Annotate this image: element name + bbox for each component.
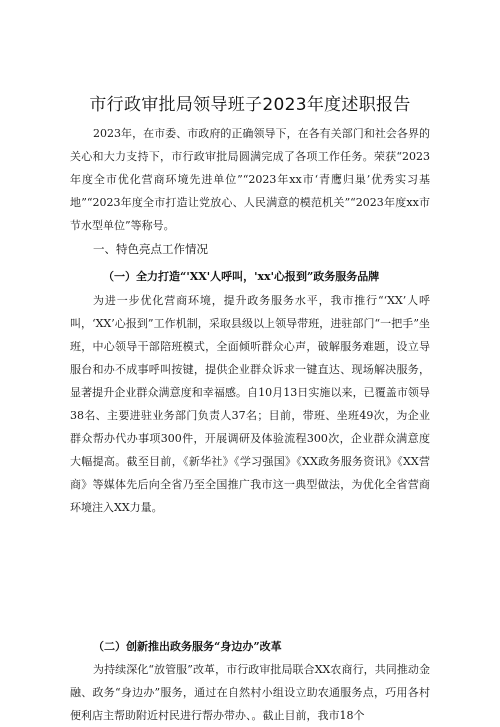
subsection-heading-2: （二）创新推出政务服务“身边办”改革 [93,640,282,653]
subsection-1-paragraph: 为进一步优化营商环境，提升政务服务水平，我市推行“‘XX’人呼叫，‘XX’心报到”工作机制，采取县级以上领导带班，进驻部门“一把手”坐班，中心领导干部陪班模式，全面倾听群众心声，破解服务难题，设立导服台和办不成事呼叫按键，提供企业群众诉求一键直达、现场解决服务，显著提升企业群众满意度和幸福感。自10月13日实施以来，已覆盖市领导38名、主要进驻业务部门负责人37名；目前，带班、坐班49次，为企业群众帮办代办事项300件，开展调研及体验流程300次，企业群众满意度大幅提高。截至目前，《新华社》《学习强国》《XX政务服务资讯》《XX营商》等媒体先后向全省乃至全国推广我市这一典型做法，为优化全省营商环境注入XX力量。 [70,294,430,514]
subsection-2-paragraph: 为持续深化“放管服”改革，市行政审批局联合XX农商行，共同推动金融、政务“身边办”服务，通过在自然村小组设立助农通服务点，巧用各村便利店主帮助附近村民进行帮办带办、。截止目前，我市18个 [70,663,430,722]
section-heading-1: 一、特色亮点工作情况 [93,242,208,256]
intro-paragraph: 2023年，在市委、市政府的正确领导下，在各有关部门和社会各界的关心和大力支持下，市行政审批局圆满完成了各项工作任务。荣获“2023年度全市优化营商环境先进单位”“2023年xx市‘青鹰归巢’优秀实习基地”“2023年度全市打造让党放心、人民满意的模范机关”“2023年度xx市节水型单位”等称号。 [70,127,430,232]
subsection-heading-1: （一）全力打造“'XX'人呼叫，'xx'心报到”政务服务品牌 [103,270,380,283]
document-title: 市行政审批局领导班子2023年度述职报告 [89,95,411,115]
